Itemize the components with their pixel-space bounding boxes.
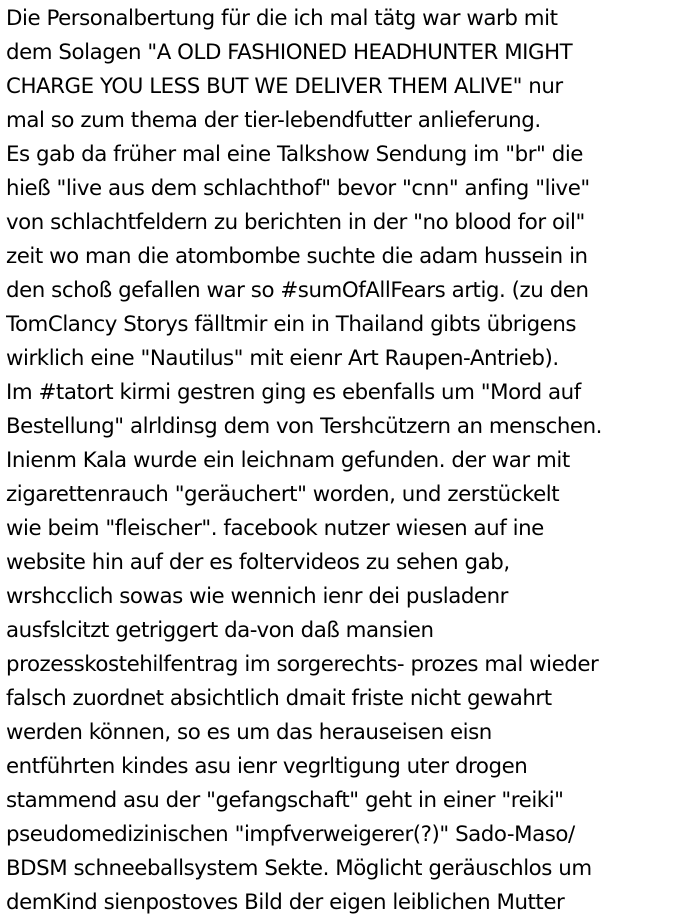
text-line: Es gab da früher mal eine Talkshow Sendung im "br" die <box>6 142 583 167</box>
text-line: Die Personalbertung für die ich mal tätg war warb mit <box>6 6 558 31</box>
text-line: website hin auf der es foltervideos zu sehen gab, <box>6 550 510 575</box>
text-line: wirklich eine "Nautilus" mit eienr Art Raupen-Antrieb). <box>6 346 559 371</box>
text-line: wrshcclich sowas wie wennich ienr dei pusladenr <box>6 584 508 609</box>
text-line: werden können, so es um das herauseisen eisn <box>6 720 492 745</box>
text-line: CHARGE YOU LESS BUT WE DELIVER THEM ALIVE" nur <box>6 74 563 99</box>
text-line: den schoß gefallen war so #sumOfAllFears artig. (zu den <box>6 278 589 303</box>
document-text-block <box>6 2 682 920</box>
text-line: von schlachtfeldern zu berichten in der "no blood for oil" <box>6 210 585 235</box>
text-line: pseudomedizinischen "impfverweigerer(?)" Sado-Maso/ <box>6 822 575 847</box>
text-line: BDSM schneeballsystem Sekte. Möglicht geräuschlos um <box>6 856 592 881</box>
text-line: Bestellung" alrldinsg dem von Tershcützern an menschen. <box>6 414 602 439</box>
text-line: stammend asu der "gefangschaft" geht in einer "reiki" <box>6 788 564 813</box>
text-line: zigarettenrauch "geräuchert" worden, und zerstückelt <box>6 482 560 507</box>
text-line: zeit wo man die atombombe suchte die adam hussein in <box>6 244 588 269</box>
text-line: entführten kindes asu ienr vegrltigung uter drogen <box>6 754 528 779</box>
text-line: ausfslcitzt getriggert da-von daß mansien <box>6 618 434 643</box>
text-line: mal so zum thema der tier-lebendfutter anlieferung. <box>6 108 541 133</box>
text-line: dem Solagen "A OLD FASHIONED HEADHUNTER MIGHT <box>6 40 573 65</box>
text-line: prozesskostehilfentrag im sorgerechts- prozes mal wieder <box>6 652 599 677</box>
text-line: wie beim "fleischer". facebook nutzer wiesen auf ine <box>6 516 544 541</box>
text-line: hieß "live aus dem schlachthof" bevor "cnn" anfing "live" <box>6 176 590 201</box>
text-line: demKind sienpostoves Bild der eigen leiblichen Mutter <box>6 890 565 915</box>
text-line: TomClancy Storys fälltmir ein in Thailand gibts übrigens <box>6 312 577 337</box>
text-line: falsch zuordnet absichtlich dmait friste nicht gewahrt <box>6 686 552 711</box>
text-line: Im #tatort kirmi gestren ging es ebenfalls um "Mord auf <box>6 380 581 405</box>
text-line: Inienm Kala wurde ein leichnam gefunden. der war mit <box>6 448 570 473</box>
